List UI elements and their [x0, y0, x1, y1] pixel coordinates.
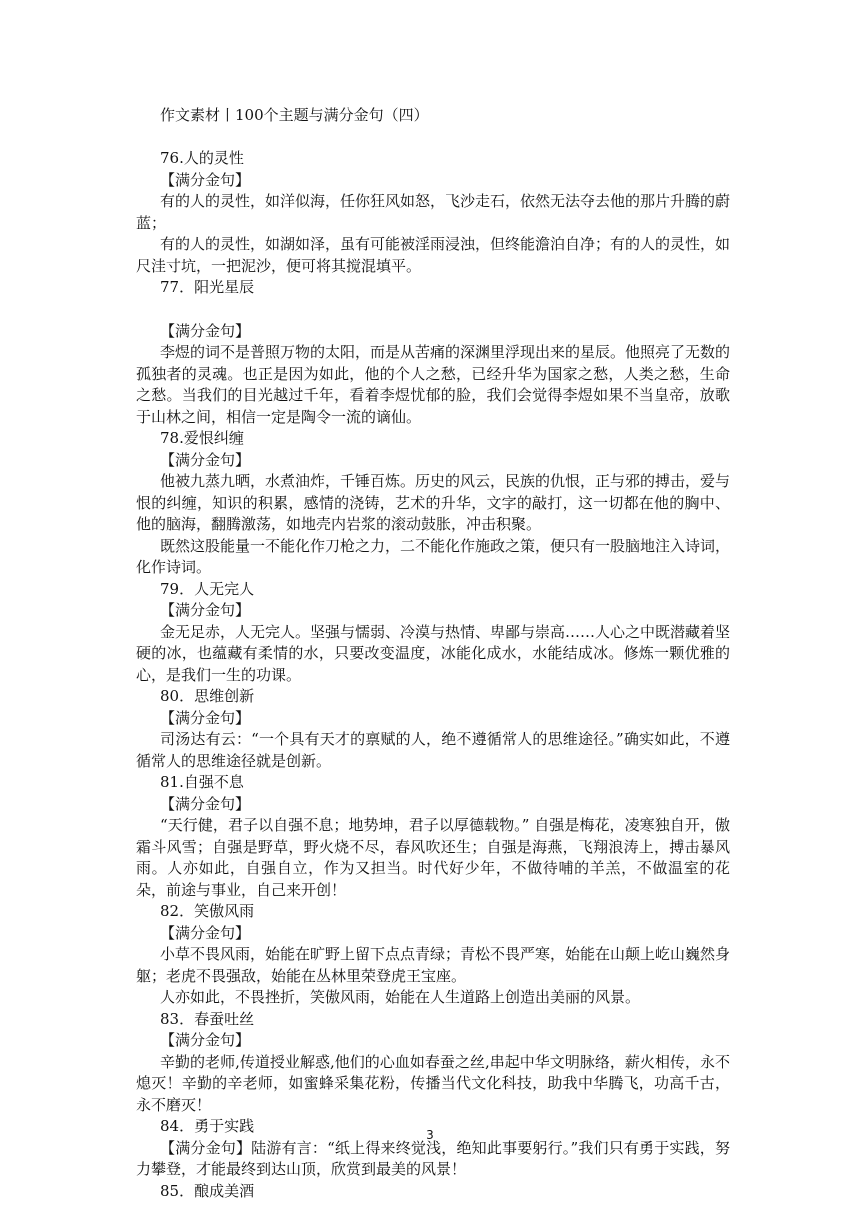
document-title: 作文素材丨100个主题与满分金句（四）: [160, 106, 429, 124]
section-label: 【满分金句】: [160, 601, 251, 619]
section-paragraph: 李煜的词不是普照万物的太阳，而是从苦痛的深渊里浮现出来的星辰。他照亮了无数的孤独者的灵魂。也正是因为如此，他的个人之愁，已经升华为国家之愁，人类之愁，生命之愁。当我们的目光越过千年，看着李煜忧郁的脸，我们会觉得李煜如果不当皇帝，放歌于山林之间，相信一定是陶令一流的谪仙。: [136, 343, 731, 426]
section-label: 【满分金句】: [160, 923, 251, 942]
section-label: 【满分金句】: [160, 1138, 252, 1157]
section-label: 【满分金句】: [160, 794, 251, 813]
section-heading: 81.自强不息: [160, 773, 244, 791]
section-heading: 80．思维创新: [160, 687, 255, 705]
section-paragraph: 辛勤的老师,传道授业解惑,他们的心血如春蚕之丝,串起中华文明脉络，薪火相传，永不熄灭！辛勤的辛老师，如蜜蜂采集花粉，传播当代文化科技，助我中华腾飞，功高千古，永不磨灭！: [136, 1052, 730, 1114]
section-heading: 82．笑傲风雨: [160, 902, 255, 920]
section-label: 【满分金句】: [160, 708, 251, 727]
section-label: 【满分金句】: [160, 321, 251, 340]
section-paragraph: 陆游有言：“纸上得来终觉浅，绝知此事要躬行。”我们只有勇于实践，努力攀登，才能最终到达山顶，欣赏到最美的风景！: [136, 1138, 730, 1178]
section-heading: 77．阳光星辰: [160, 278, 255, 296]
section-paragraph: 有的人的灵性，如洋似海，任你狂风如怒，飞沙走石，依然无法夺去他的那片升腾的蔚蓝；: [136, 192, 731, 232]
section-heading: 83．春蚕吐丝: [160, 1009, 255, 1028]
section-paragraph: 有的人的灵性，如湖如泽，虽有可能被淫雨浸浊，但终能澹泊自净；有的人的灵性，如尺洼寸坑，一把泥沙，便可将其搅混填平。: [136, 235, 731, 275]
section-heading: 85．酿成美酒: [160, 1181, 255, 1200]
section-paragraph: 人亦如此，不畏挫折，笑傲风雨，始能在人生道路上创造出美丽的风景。: [160, 988, 641, 1006]
section-heading: 76.人的灵性: [160, 149, 244, 167]
section-paragraph-with-label: [136, 1138, 730, 1181]
document-body: [136, 148, 730, 1202]
blank-line: [136, 299, 730, 321]
section-paragraph: 既然这股能量一不能化作刀枪之力，二不能化作施政之策，便只有一股脑地注入诗词，化作诗词。: [136, 536, 731, 576]
section-paragraph: 他被九蒸九晒，水煮油炸，千锤百炼。历史的风云，民族的仇恨，正与邪的搏击，爱与恨的纠缠，知识的积累，感情的浇铸，艺术的升华，文字的敲打，这一切都在他的胸中、他的脑海，翻腾激荡，如地壳内岩浆的滚动鼓胀，冲击积聚。: [136, 472, 731, 533]
section-paragraph: 金无足赤，人无完人。坚强与懦弱、冷漠与热情、卑鄙与崇高……人心之中既潜藏着坚硬的冰，也蕴藏有柔情的水，只要改变温度，冰能化成水，水能结成冰。修炼一颗优雅的心，是我们一生的功课。: [136, 622, 731, 684]
section-heading: 84．勇于实践: [160, 1117, 255, 1135]
section-paragraph: “天行健，君子以自强不息；地势坤，君子以厚德载物。” 自强是梅花，凌寒独自开，傲霜斗风雪；自强是野草，野火烧不尽，春风吹还生；自强是海燕，飞翔浪涛上，搏击暴风雨。人亦如此，自强自立，作为又担当。时代好少年，不做待哺的羊羔，不做温室的花朵，前途与事业，自己来开创！: [136, 816, 730, 899]
section-label: 【满分金句】: [160, 450, 251, 469]
section-paragraph: 小草不畏风雨，始能在旷野上留下点点青绿；青松不畏严寒，始能在山颠上屹山巍然身躯；老虎不畏强敌，始能在丛林里荣登虎王宝座。: [136, 945, 731, 985]
section-heading: 79．人无完人: [160, 579, 255, 598]
section-label: 【满分金句】: [160, 1031, 251, 1049]
section-heading: 78.爱恨纠缠: [160, 429, 244, 447]
section-label: 【满分金句】: [160, 170, 251, 189]
section-paragraph: 司汤达有云：“一个具有天才的禀赋的人，绝不遵循常人的思维途径。”确实如此，不遵循常人的思维途径就是创新。: [136, 730, 730, 770]
page-number: 3: [426, 1128, 434, 1142]
